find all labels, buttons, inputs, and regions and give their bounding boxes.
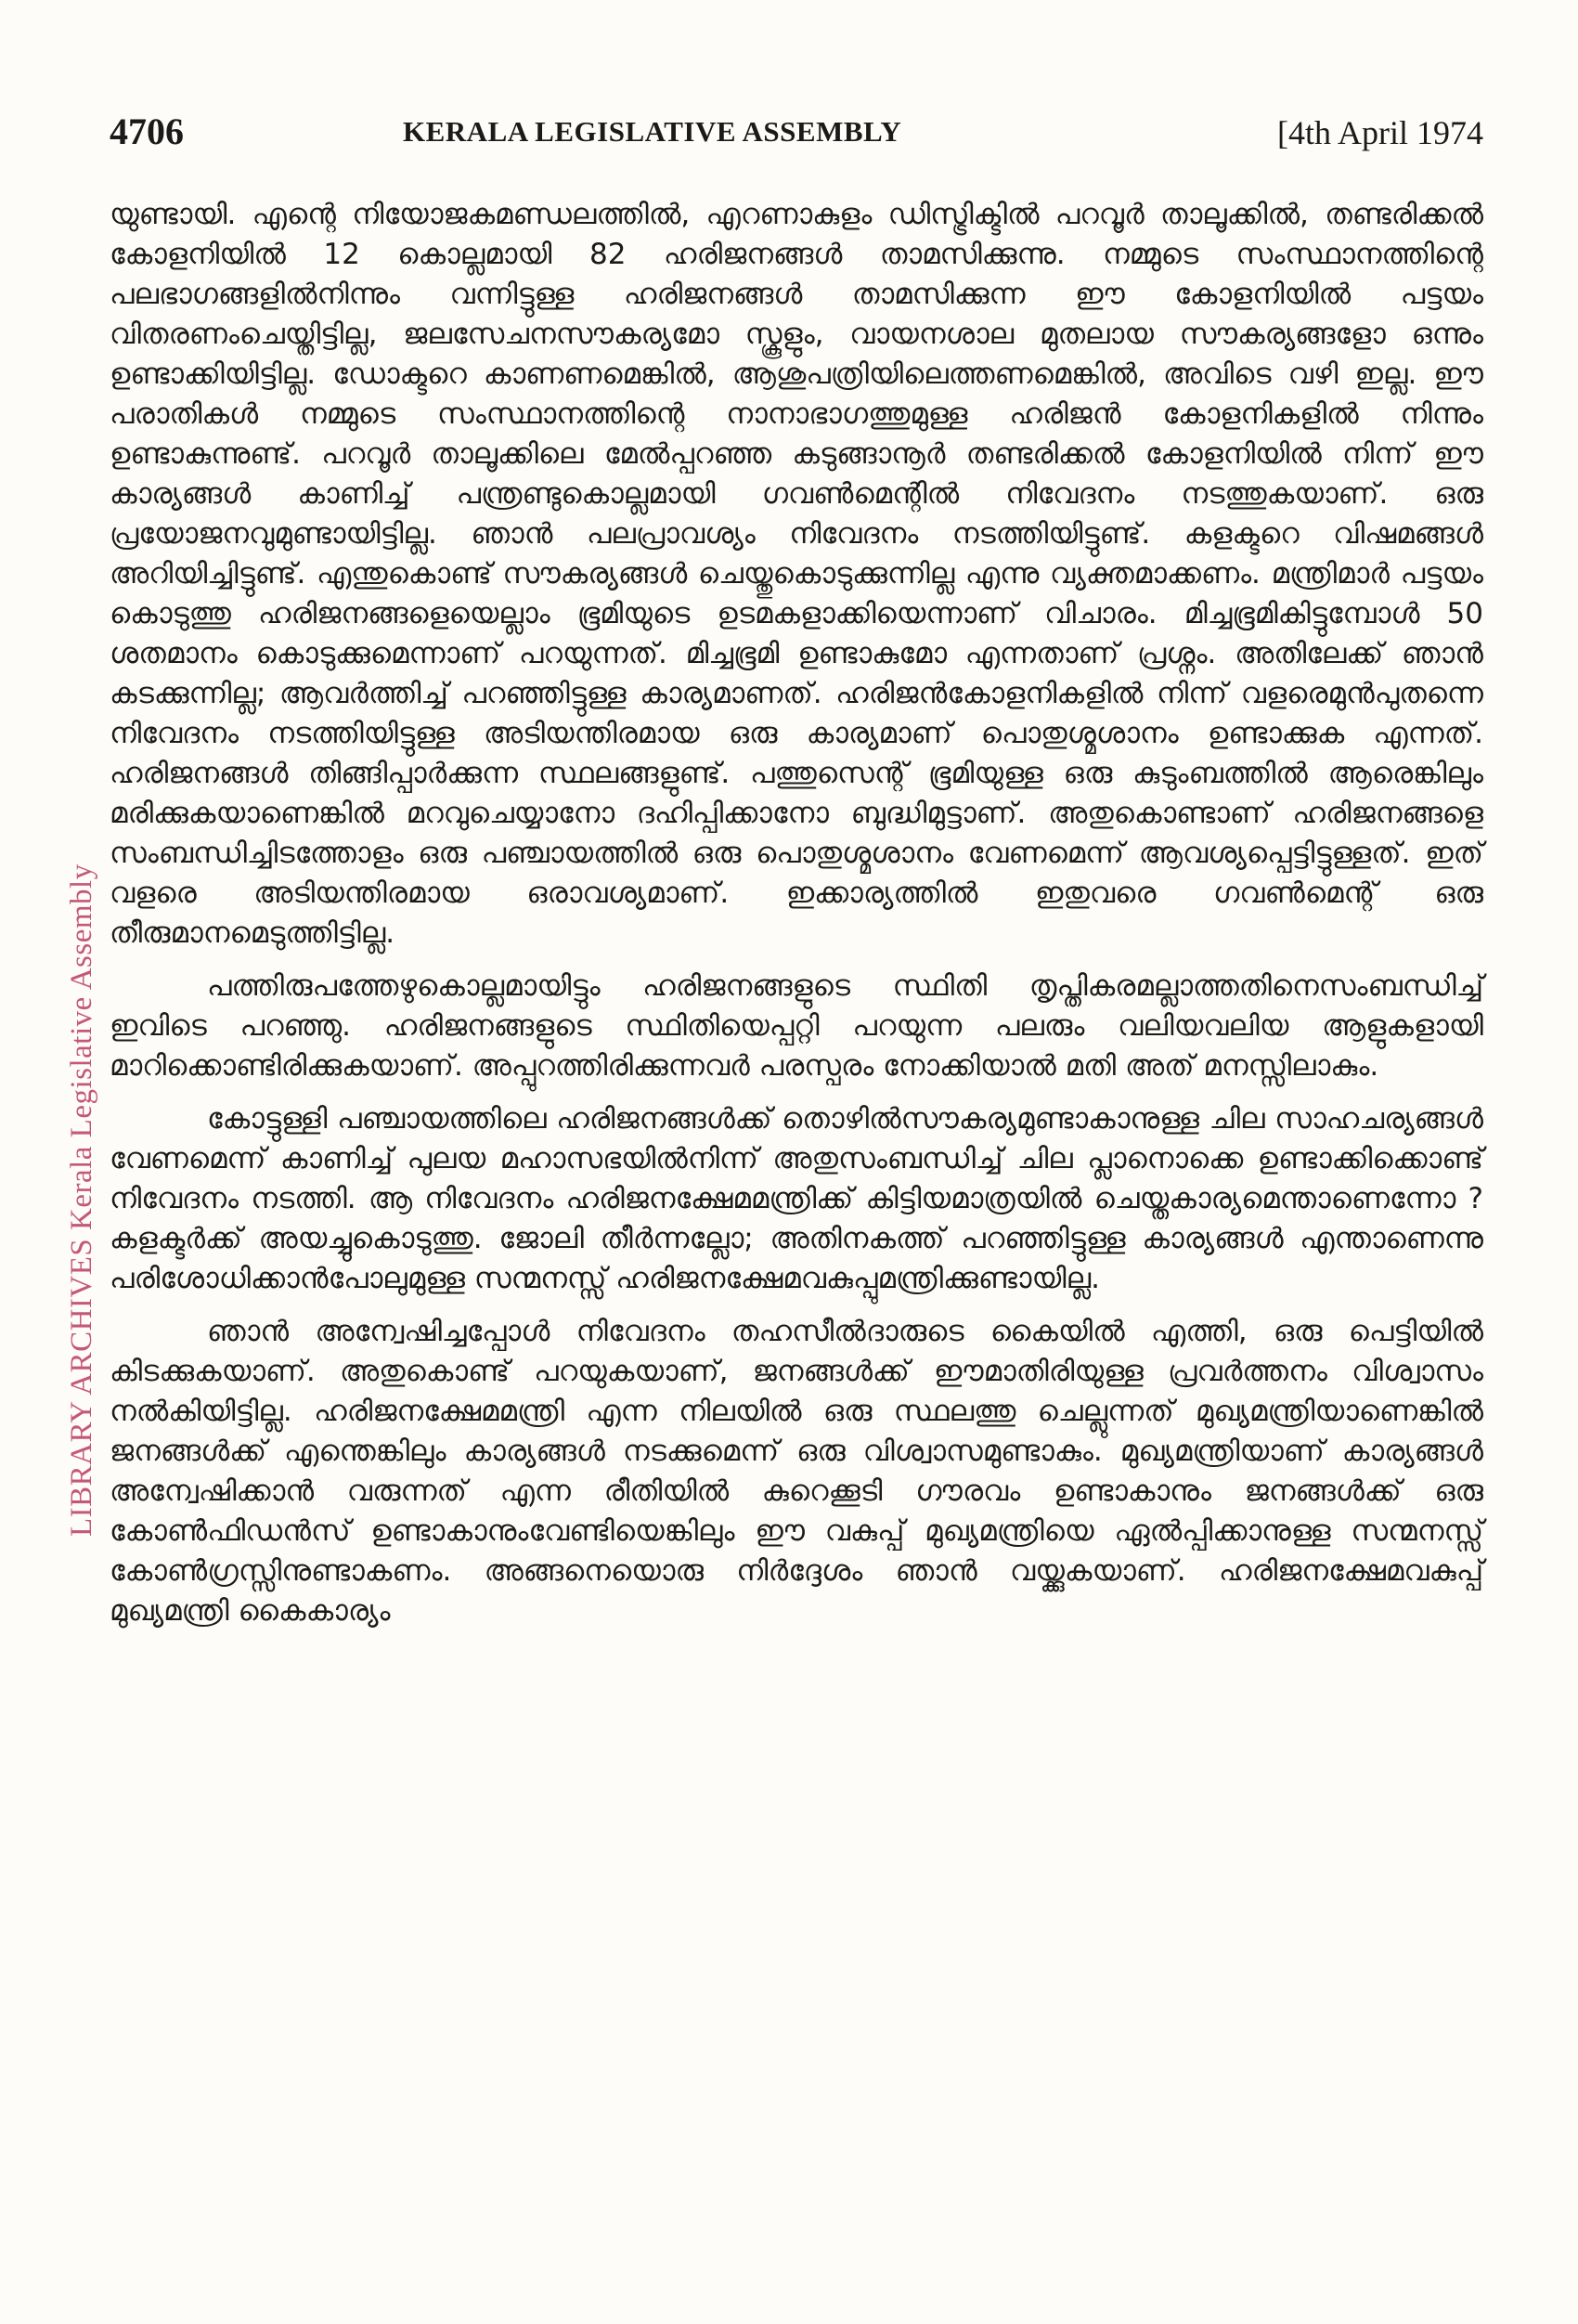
page-number: 4706 bbox=[110, 110, 184, 152]
paragraph-3: കോട്ടുള്ളി പഞ്ചായത്തിലെ ഹരിജനങ്ങൾക്ക് തൊഴിൽസൗകര്യമുണ്ടാകാനുള്ള ചില സാഹചര്യങ്ങൾ വേണമെന്ന് കാണിച്ച് പുലയ മഹാസഭയിൽനിന്ന് അതുസംബന്ധിച്ച് ചില പ്ലാനൊക്കെ ഉണ്ടാക്കിക്കൊണ്ട് നിവേദനം നടത്തി. ആ നിവേദനം ഹരിജനക്ഷേമമന്ത്രിക്ക് കിട്ടിയമാത്രയിൽ ചെയ്തകാര്യമെന്താണെന്നോ ? കളക്ടർക്ക് അയച്ചുകൊടുത്തു. ജോലി തീർന്നല്ലോ; അതിനകത്ത് പറഞ്ഞിട്ടുള്ള കാര്യങ്ങൾ എന്താണെന്നു പരിശോധിക്കാൻപോലുമുള്ള സന്മനസ്സ് ഹരിജനക്ഷേമവകുപ്പുമന്ത്രിക്കുണ്ടായില്ല. bbox=[110, 1102, 1483, 1295]
journal-title: KERALA LEGISLATIVE ASSEMBLY bbox=[403, 115, 902, 148]
paragraph-4: ഞാൻ അന്വേഷിച്ചപ്പോൾ നിവേദനം തഹസീൽദാരുടെ കൈയിൽ എത്തി, ഒരു പെട്ടിയിൽ കിടക്കുകയാണ്. അതുകൊണ്ട് പറയുകയാണ്, ജനങ്ങൾക്ക് ഈമാതിരിയുള്ള പ്രവർത്തനം വിശ്വാസം നൽകിയിട്ടില്ല. ഹരിജനക്ഷേമമന്ത്രി എന്ന നിലയിൽ ഒരു സ്ഥലത്തു ചെല്ലുന്നത് മുഖ്യമന്ത്രിയാണെങ്കിൽ ജനങ്ങൾക്ക് എന്തെങ്കിലും കാര്യങ്ങൾ നടക്കുമെന്ന് ഒരു വിശ്വാസമുണ്ടാകും. മുഖ്യമന്ത്രിയാണ് കാര്യങ്ങൾ അന്വേഷിക്കാൻ വരുന്നത് എന്ന രീതിയിൽ കുറെക്കൂടി ഗൗരവം ഉണ്ടാകാനും ജനങ്ങൾക്ക് ഒരു കോൺഫിഡൻസ് ഉണ്ടാകാനുംവേണ്ടിയെങ്കിലും ഈ വകുപ്പ് മുഖ്യമന്ത്രിയെ ഏൽപ്പിക്കാനുള്ള സന്മനസ്സ് കോൺഗ്രസ്സിനുണ്ടാകണം. അങ്ങനെയൊരു നിർദ്ദേശം ഞാൻ വയ്ക്കുകയാണ്. ഹരിജനക്ഷേമവകുപ്പ് മുഖ്യമന്ത്രി കൈകാര്യം bbox=[110, 1315, 1483, 1628]
paragraph-1: യുണ്ടായി. എന്റെ നിയോജകമണ്ഡലത്തിൽ, എറണാകുളം ഡിസ്ട്രിക്ടിൽ പറവൂർ താലൂക്കിൽ, തണ്ടരിക്കൽ കോളനിയിൽ 12 കൊല്ലമായി 82 ഹരിജനങ്ങൾ താമസിക്കുന്നു. നമ്മുടെ സംസ്ഥാനത്തിന്റെ പലഭാഗങ്ങളിൽനിന്നും വന്നിട്ടുള്ള ഹരിജനങ്ങൾ താമസിക്കുന്ന ഈ കോളനിയിൽ പട്ടയം വിതരണംചെയ്തിട്ടില്ല, ജലസേചനസൗകര്യമോ സ്കൂളും, വായനശാല മുതലായ സൗകര്യങ്ങളോ ഒന്നും ഉണ്ടാക്കിയിട്ടില്ല. ഡോക്ടറെ കാണണമെങ്കിൽ, ആശുപത്രിയിലെത്തണമെങ്കിൽ, അവിടെ വഴി ഇല്ല. ഈ പരാതികൾ നമ്മുടെ സംസ്ഥാനത്തിന്റെ നാനാഭാഗത്തുമുള്ള ഹരിജൻ കോളനികളിൽ നിന്നും ഉണ്ടാകുന്നുണ്ട്. പറവൂർ താലൂക്കിലെ മേൽപ്പറഞ്ഞ കടുങ്ങാനൂർ തണ്ടരിക്കൽ കോളനിയിൽ നിന്ന് ഈ കാര്യങ്ങൾ കാണിച്ച് പന്ത്രണ്ടുകൊല്ലമായി ഗവൺമെന്റിൽ നിവേദനം നടത്തുകയാണ്. ഒരു പ്രയോജനവുമുണ്ടായിട്ടില്ല. ഞാൻ പലപ്രാവശ്യം നിവേദനം നടത്തിയിട്ടുണ്ട്. കളക്ടറെ വിഷമങ്ങൾ അറിയിച്ചിട്ടുണ്ട്. എന്തുകൊണ്ട് സൗകര്യങ്ങൾ ചെയ്തുകൊടുക്കുന്നില്ല എന്നു വ്യക്തമാക്കണം. മന്ത്രിമാർ പട്ടയം കൊടുത്തു ഹരിജനങ്ങളെയെല്ലാം ഭൂമിയുടെ ഉടമകളാക്കിയെന്നാണ് വിചാരം. മിച്ചഭൂമികിട്ടുമ്പോൾ 50 ശതമാനം കൊടുക്കുമെന്നാണ് പറയുന്നത്. മിച്ചഭൂമി ഉണ്ടാകുമോ എന്നതാണ് പ്രശ്നം. അതിലേക്ക് ഞാൻ കടക്കുന്നില്ല; ആവർത്തിച്ച് പറഞ്ഞിട്ടുള്ള കാര്യമാണത്. ഹരിജൻകോളനികളിൽ നിന്ന് വളരെമുൻപുതന്നെ നിവേദനം നടത്തിയിട്ടുള്ള അടിയന്തിരമായ ഒരു കാര്യമാണ് പൊതുശ്മശാനം ഉണ്ടാക്കുക എന്നത്. ഹരിജനങ്ങൾ തിങ്ങിപ്പാർക്കുന്ന സ്ഥലങ്ങളുണ്ട്. പത്തുസെന്റ് ഭൂമിയുള്ള ഒരു കുടുംബത്തിൽ ആരെങ്കിലും മരിക്കുകയാണെങ്കിൽ മറവുചെയ്യാനോ ദഹിപ്പിക്കാനോ ബുദ്ധിമുട്ടാണ്. അതുകൊണ്ടാണ് ഹരിജനങ്ങളെ സംബന്ധിച്ചിടത്തോളം ഒരു പഞ്ചായത്തിൽ ഒരു പൊതുശ്മശാനം വേണമെന്ന് ആവശ്യപ്പെട്ടിട്ടുള്ളത്. ഇത് വളരെ അടിയന്തിരമായ ഒരാവശ്യമാണ്. ഇക്കാര്യത്തിൽ ഇതുവരെ ഗവൺമെന്റ് ഒരു തീരുമാനമെടുത്തിട്ടില്ല. bbox=[110, 198, 1483, 950]
header-date: [4th April 1974 bbox=[1277, 114, 1483, 151]
paragraph-2: പത്തിരുപത്തേഴുകൊല്ലമായിട്ടും ഹരിജനങ്ങളുടെ സ്ഥിതി തൃപ്തികരമല്ലാത്തതിനെസംബന്ധിച്ച് ഇവിടെ പറഞ്ഞു. ഹരിജനങ്ങളുടെ സ്ഥിതിയെപ്പറ്റി പറയുന്ന പലരും വലിയവലിയ ആളുകളായി മാറിക്കൊണ്ടിരിക്കുകയാണ്. അപ്പുറത്തിരിക്കുന്നവർ പരസ്പരം നോക്കിയാൽ മതി അത് മനസ്സിലാകും. bbox=[110, 969, 1483, 1083]
page-header bbox=[110, 110, 1483, 165]
body-text bbox=[110, 195, 1483, 1644]
archive-watermark: LIBRARY ARCHIVES Kerala Legislative Assembly bbox=[65, 863, 98, 1537]
